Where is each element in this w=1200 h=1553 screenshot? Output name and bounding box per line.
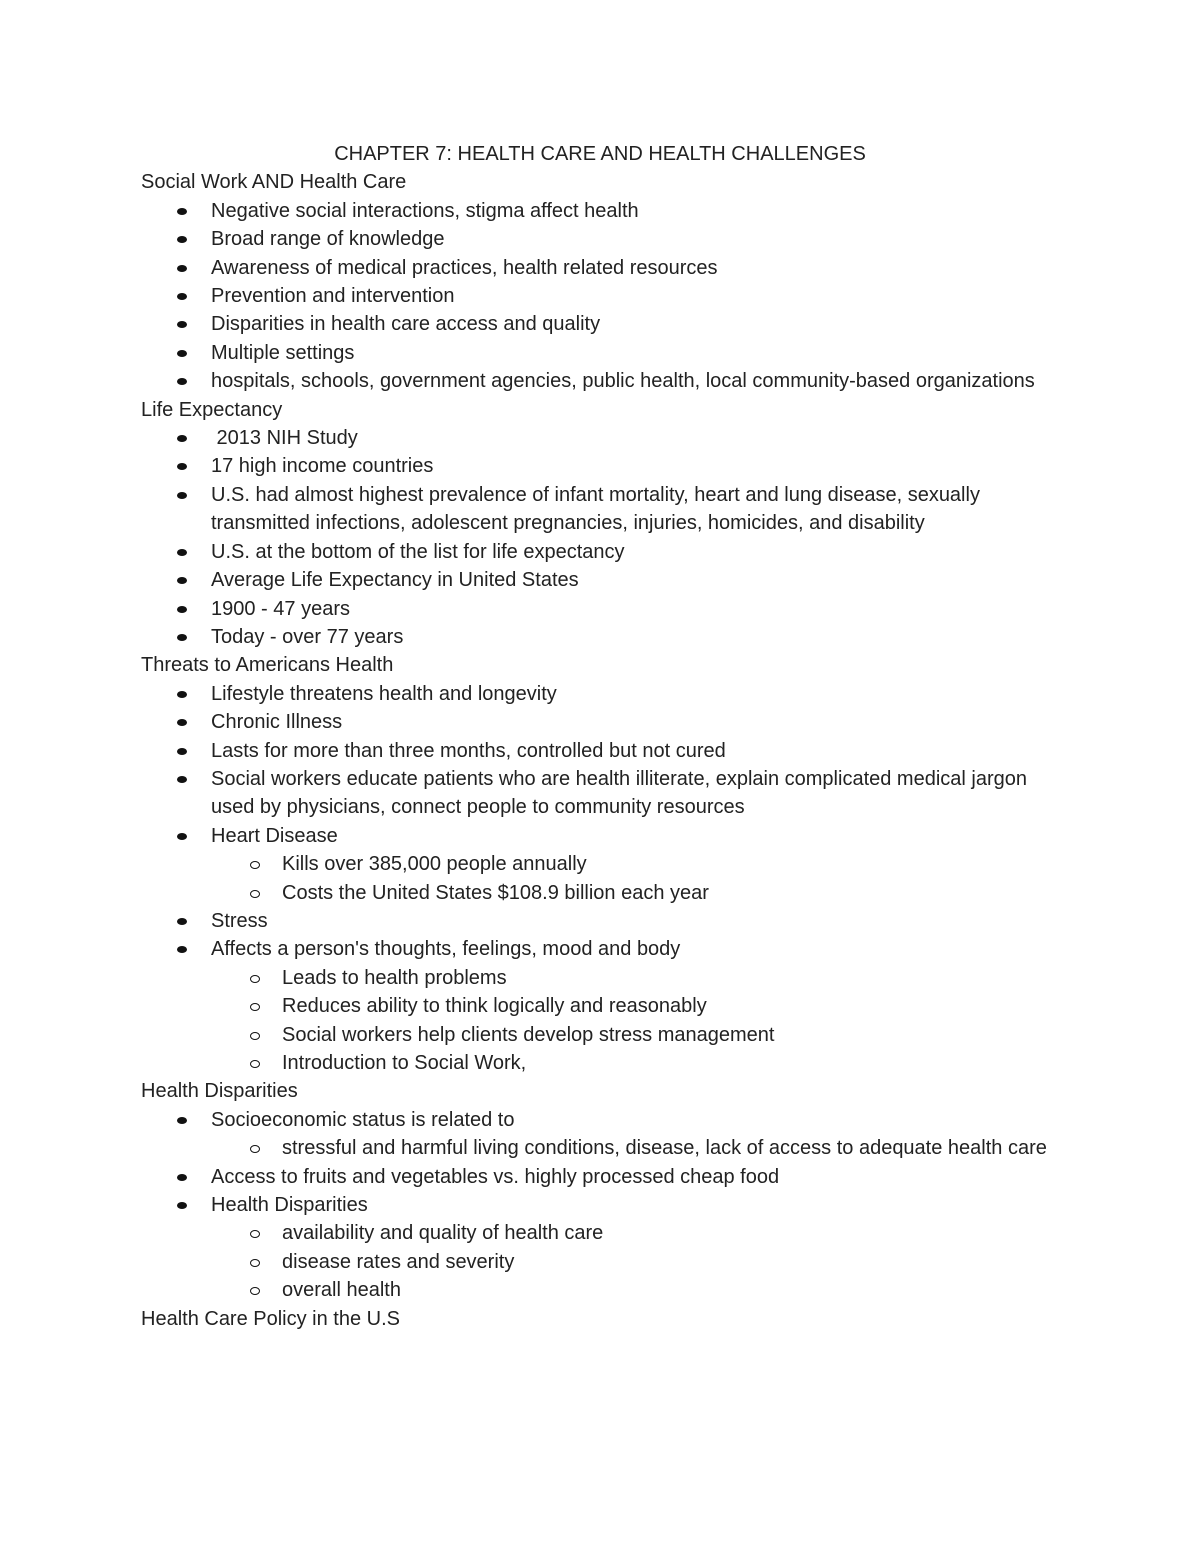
list-item: Lifestyle threatens health and longevity (141, 680, 1061, 708)
section-heading-social-work: Social Work AND Health Care (141, 171, 407, 194)
sub-list-item: availability and quality of health care (141, 1219, 1061, 1247)
list-item: U.S. at the bottom of the list for life expectancy (141, 538, 1061, 566)
section-heading-health-care-policy: Health Care Policy in the U.S (141, 1307, 401, 1330)
life-expectancy-list (141, 424, 1061, 651)
list-item: Negative social interactions, stigma affect health (141, 197, 1061, 225)
sub-list-item: disease rates and severity (141, 1248, 1061, 1276)
page-title: CHAPTER 7: HEALTH CARE AND HEALTH CHALLENGES (334, 143, 866, 165)
threats-list (141, 680, 1061, 1078)
list-item: Average Life Expectancy in United States (141, 566, 1061, 594)
sub-list-item: Costs the United States $108.9 billion each year (141, 879, 1061, 907)
sub-list-item: Kills over 385,000 people annually (141, 850, 1061, 878)
list-item: Today - over 77 years (141, 623, 1061, 651)
list-item: Access to fruits and vegetables vs. highly processed cheap food (141, 1163, 1061, 1191)
list-item: 1900 - 47 years (141, 595, 1061, 623)
list-item: Heart Disease (141, 822, 1061, 850)
list-item: Health Disparities (141, 1191, 1061, 1219)
sub-list-item: stressful and harmful living conditions, disease, lack of access to adequate health care (141, 1134, 1061, 1162)
sub-list-item: Leads to health problems (141, 964, 1061, 992)
list-item: hospitals, schools, government agencies, public health, local community-based organizations (141, 367, 1061, 395)
social-work-list (141, 197, 1061, 396)
sub-list-item: Social workers help clients develop stress management (141, 1021, 1061, 1049)
list-item: Stress (141, 907, 1061, 935)
document-body (141, 140, 1061, 1333)
sub-list-item: overall health (141, 1276, 1061, 1304)
sub-list-item: Reduces ability to think logically and reasonably (141, 992, 1061, 1020)
section-heading-threats: Threats to Americans Health (141, 654, 394, 677)
list-item: Broad range of knowledge (141, 225, 1061, 253)
list-item: Prevention and intervention (141, 282, 1061, 310)
list-item: Affects a person's thoughts, feelings, mood and body (141, 935, 1061, 963)
list-item: 2013 NIH Study (141, 424, 1061, 452)
section-heading-health-disparities: Health Disparities (141, 1080, 298, 1103)
health-disparities-list (141, 1106, 1061, 1305)
list-item: Lasts for more than three months, controlled but not cured (141, 737, 1061, 765)
list-item: Multiple settings (141, 339, 1061, 367)
list-item: Socioeconomic status is related to (141, 1106, 1061, 1134)
list-item: Disparities in health care access and quality (141, 310, 1061, 338)
list-item: Chronic Illness (141, 708, 1061, 736)
sub-list-item: Introduction to Social Work, (141, 1049, 1061, 1077)
list-item: Social workers educate patients who are health illiterate, explain complicated medical jargon used by physicians, connect people to community resources (141, 765, 1061, 822)
section-heading-life-expectancy: Life Expectancy (141, 398, 283, 421)
list-item: U.S. had almost highest prevalence of infant mortality, heart and lung disease, sexually transmitted infections, adolescent pregnancies, injuries, homicides, and disability (141, 481, 1061, 538)
list-item: 17 high income countries (141, 452, 1061, 480)
list-item: Awareness of medical practices, health related resources (141, 254, 1061, 282)
